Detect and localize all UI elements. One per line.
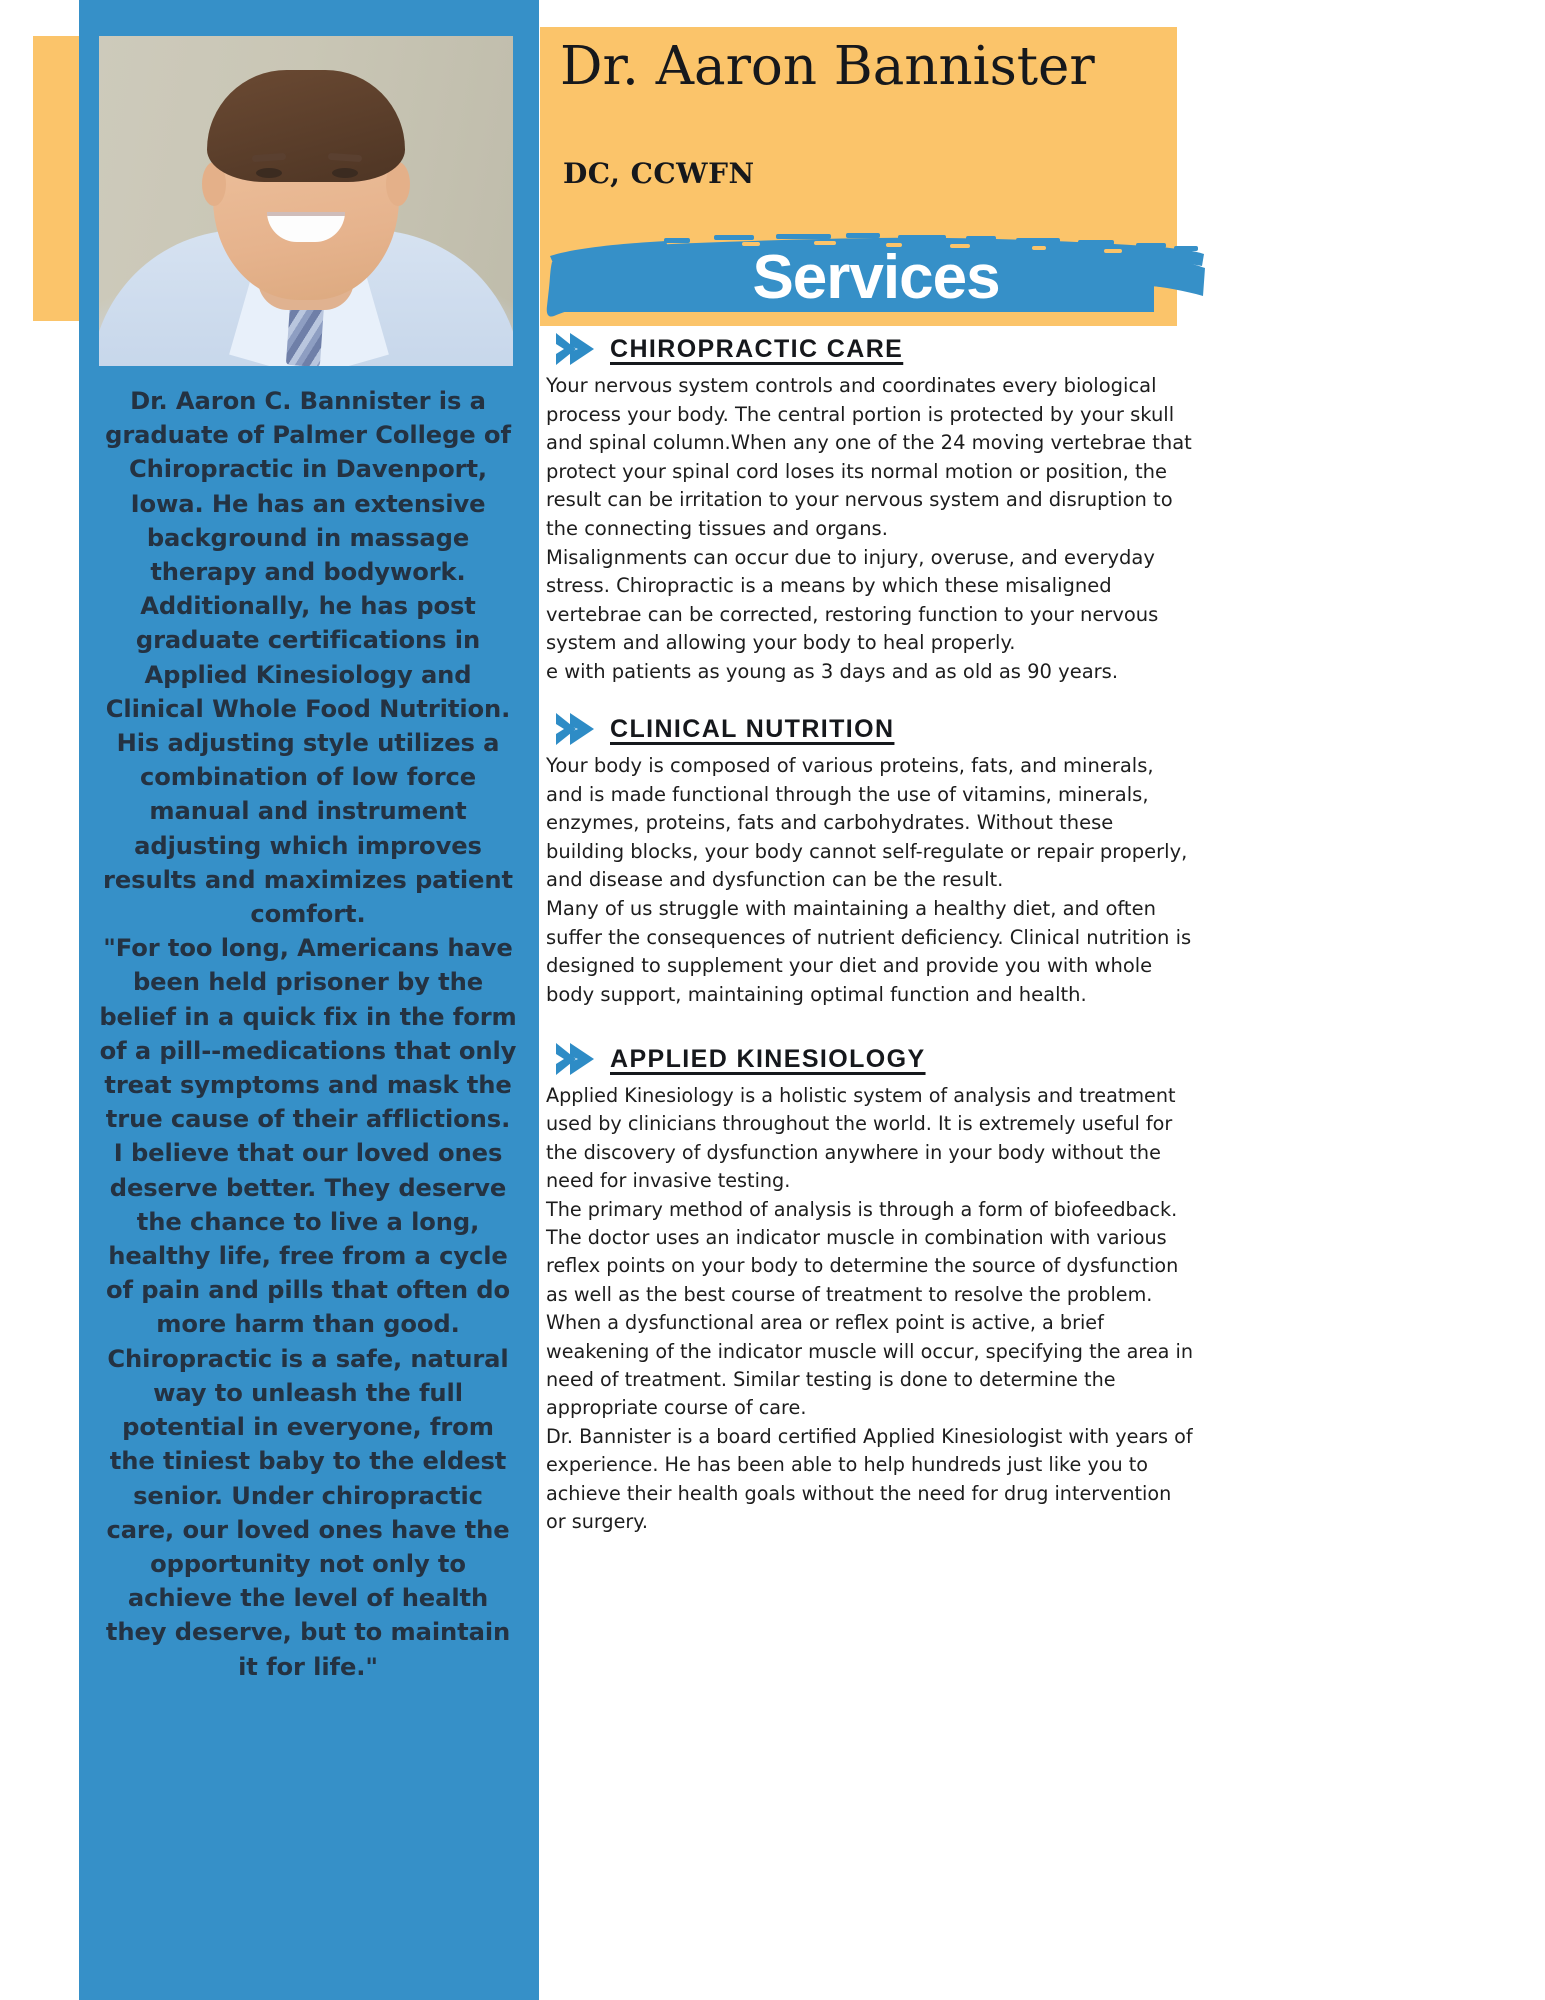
service-paragraph: Applied Kinesiology is a holistic system of analysis and treatment used by clinicians throughout the world. It is extremely useful for the discovery of dysfunction anywhere in your body without the need for invasive testing. <box>546 1084 1176 1193</box>
service-paragraph: Dr. Bannister is a board certified Applied Kinesiologist with years of experience. He has been able to help hundreds just like you to achieve their health goals without the need for drug intervention or surgery. <box>546 1424 1193 1534</box>
service-header <box>554 1042 1194 1076</box>
service-header <box>554 332 1194 366</box>
chevron-right-icon <box>554 712 596 746</box>
service-header <box>554 712 1194 746</box>
doctor-credentials: DC, CCWFN <box>563 157 755 190</box>
service-section-clinical-nutrition <box>546 712 1194 1009</box>
service-section-chiropractic-care <box>546 332 1194 687</box>
chevron-right-icon <box>554 1042 596 1076</box>
doctor-portrait-photo <box>99 36 513 366</box>
service-paragraph: Your nervous system controls and coordinates every biological process your body. The central portion is protected by your skull and spinal column.When any one of the 24 moving vertebrae that protect your spinal cord loses its normal motion or position, the result can be irritation to your nervous system and disruption to the connecting tissues and organs. <box>546 374 1192 540</box>
sidebar-bio-text: Dr. Aaron C. Bannister is a graduate of Palmer College of Chiropractic in Davenport, Iowa. He has an extensive background in massage therapy and bodywork. Additionally, he has post graduate certifications in Applied Kinesiology and Clinical Whole Food Nutrition. His adjusting style utilizes a combination of low force manual and instrument adjusting which improves results and maximizes patient comfort. <box>103 387 513 929</box>
service-paragraph: Misalignments can occur due to injury, overuse, and everyday stress. Chiropractic is a means by which these misaligned vertebrae can be corrected, restoring function to your nervous system and allowing your body to heal properly. <box>546 545 1159 655</box>
photo-hair <box>207 70 405 182</box>
service-paragraph: Your body is composed of various proteins, fats, and minerals, and is made functional through the use of vitamins, minerals, enzymes, proteins, fats and carbohydrates. Without these building blocks, your body cannot self-regulate or repair properly, and disease and dysfunction can be the result. <box>546 754 1188 892</box>
chevron-right-icon <box>554 332 596 366</box>
service-body <box>546 752 1194 1009</box>
page-title: Dr. Aaron Bannister <box>560 36 1095 97</box>
sidebar-bio-block <box>99 384 517 1684</box>
service-section-applied-kinesiology <box>546 1042 1194 1537</box>
service-body <box>546 1082 1194 1537</box>
sidebar-quote-text: "For too long, Americans have been held prisoner by the belief in a quick fix in the form of a pill--medications that only treat symptoms and mask the true cause of their afflictions. I believe that our loved ones deserve better. They deserve the chance to live a long, healthy life, free from a cycle of pain and pills that often do more harm than good. Chiropractic is a safe, natural way to unleash the full potential in everyone, from the tiniest baby to the eldest senior. Under chiropractic care, our loved ones have the opportunity not only to achieve the level of health they deserve, but to maintain it for life." <box>99 934 517 1681</box>
service-title: CLINICAL NUTRITION <box>610 714 895 743</box>
service-body <box>546 372 1194 687</box>
service-title: APPLIED KINESIOLOGY <box>610 1044 926 1073</box>
service-title: CHIROPRACTIC CARE <box>610 334 904 363</box>
service-paragraph: The primary method of analysis is through a form of biofeedback. The doctor uses an indicator muscle in combination with various reflex points on your body to determine the source of dysfunction as well as the best course of treatment to resolve the problem. When a dysfunctional area or reflex point is active, a brief weakening of the indicator muscle will occur, specifying the area in need of treatment. Similar testing is done to determine the appropriate course of care. <box>546 1197 1194 1420</box>
services-banner-title: Services <box>752 242 1000 312</box>
photo-eye-right <box>332 168 358 178</box>
photo-eye-left <box>256 168 282 178</box>
service-paragraph: e with patients as young as 3 days and as old as 90 years. <box>546 659 1119 683</box>
service-paragraph: Many of us struggle with maintaining a healthy diet, and often suffer the consequences of nutrient deficiency. Clinical nutrition is designed to supplement your diet and provide you with whole body support, maintaining optimal function and health. <box>546 896 1192 1006</box>
